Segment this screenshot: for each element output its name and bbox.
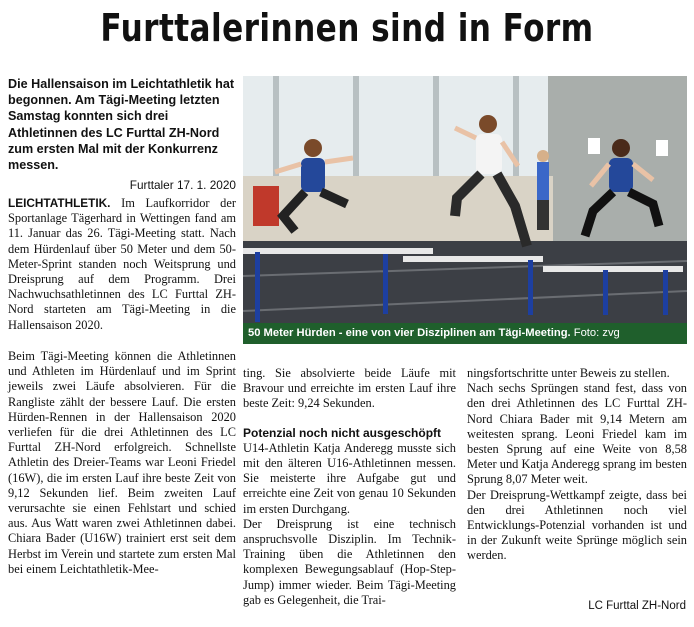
column-1-continued [8, 349, 236, 577]
column-3-paragraph-2: Nach sechs Sprüngen stand fest, dass von den drei Athletinnen des LC Furttal ZH-Nord Chiara Bader mit 9,14 Metern am weitesten sprang. Leoni Friedel kam im besten Sprung auf eine Weite von 8,58 Meter und Katja Anderegg sprang im besten Sprung 8,07 Meter weit. [467, 381, 687, 487]
column-2-paragraph-1: ting. Sie absolvierte beide Läufe mit Bravour und erreichte im ersten Lauf ihre beste Zeit: 9,24 Sekunden. [243, 366, 456, 411]
photo-caption [243, 323, 687, 344]
author-credit: LC Furttal ZH-Nord [588, 600, 686, 612]
source-date: Furttaler 17. 1. 2020 [129, 178, 236, 192]
subheading: Potenzial noch nicht ausgeschöpft [243, 425, 442, 440]
column-1 [8, 196, 236, 333]
caption-text: 50 Meter Hürden - eine von vier Disziplinen am Tägi-Meeting. [248, 327, 571, 339]
hurdles-photo [243, 76, 687, 323]
column-2 [243, 366, 456, 608]
column-1-paragraph-2: Beim Tägi-Meeting können die Athletinnen und Athleten im Hürdenlauf und im Sprint jeweils zwei Läufe absolvieren. Für die Rangliste zählt der bessere Lauf. Die ersten Hürden-Rennen in der Hallensaison 2020 verliefen für die drei Athletinnen des LC Furttal ZH-Nord erfolgreich. Schnellste Athletin des Dreier-Teams war Leoni Friedel (16W), die im ersten Lauf ihre beste Zeit von 9,12 Sekunden lief. Beim zweiten Lauf verursachte sie einen Fehlstart und schied aus. Aus Watt waren zwei Athletinnen dabei. Chiara Bader (U16W) trainiert erst seit dem Herbst im Verein und startete zum ersten Mal bei einem Leichtathletik-Mee- [8, 349, 236, 576]
column-3-paragraph-1: ningsfortschritte unter Beweis zu stellen. [467, 366, 670, 380]
lead-paragraph: Die Hallensaison im Leichtathletik hat begonnen. Am Tägi-Meeting letzten Samstag konnten sich drei Athletinnen des LC Furttal ZH-Nord zum ersten Mal mit der Konkurrenz messen. [8, 77, 235, 173]
column-1-paragraph-1 [8, 196, 236, 333]
column-2-paragraph-2: U14-Athletin Katja Anderegg musste sich mit den älteren U16-Athletinnen messen. Sie meisterte ihre Aufgabe gut und erreichte eine Zeit von genau 10 Sekunden im ersten Durchgang. [243, 440, 456, 516]
column-2-paragraph-3: Der Dreisprung ist eine technisch anspruchsvolle Disziplin. Im Technik-Training üben die Athletinnen den komplexen Bewegungsablauf (Hop-Step-Jump) immer wieder. Beim Tägi-Meeting gab es Gelegenheit, die Trai- [243, 516, 456, 607]
photo-credit: Foto: zvg [573, 327, 620, 339]
kicker: LEICHTATHLETIK. [8, 196, 111, 210]
column-1-paragraph-1-text: Im Laufkorridor der Sportanlage Tägerhard in Wettingen fand am 11. Januar das 26. Tägi-Meeting statt. Nach dem Hürdenlauf über 50 Meter und dem 50-Meter-Sprint standen noch Weitsprung und Dreisprung auf dem Programm. Drei Nachwuchsathletinnen des LC Furttal ZH-Nord starteten am Tägi-Meeting in die Hallensaison 2020. [8, 196, 236, 332]
hurdles-photo-illustration [243, 76, 687, 323]
column-3-paragraph-3: Der Dreisprung-Wettkampf zeigte, dass bei den drei Athletinnen noch viel Entwicklungs-Potenzial vorhanden ist und in der Zukunft weite Sprünge möglich sein werden. [467, 487, 687, 563]
headline: Furttalerinnen sind in Form [100, 6, 594, 50]
column-3 [467, 366, 687, 564]
